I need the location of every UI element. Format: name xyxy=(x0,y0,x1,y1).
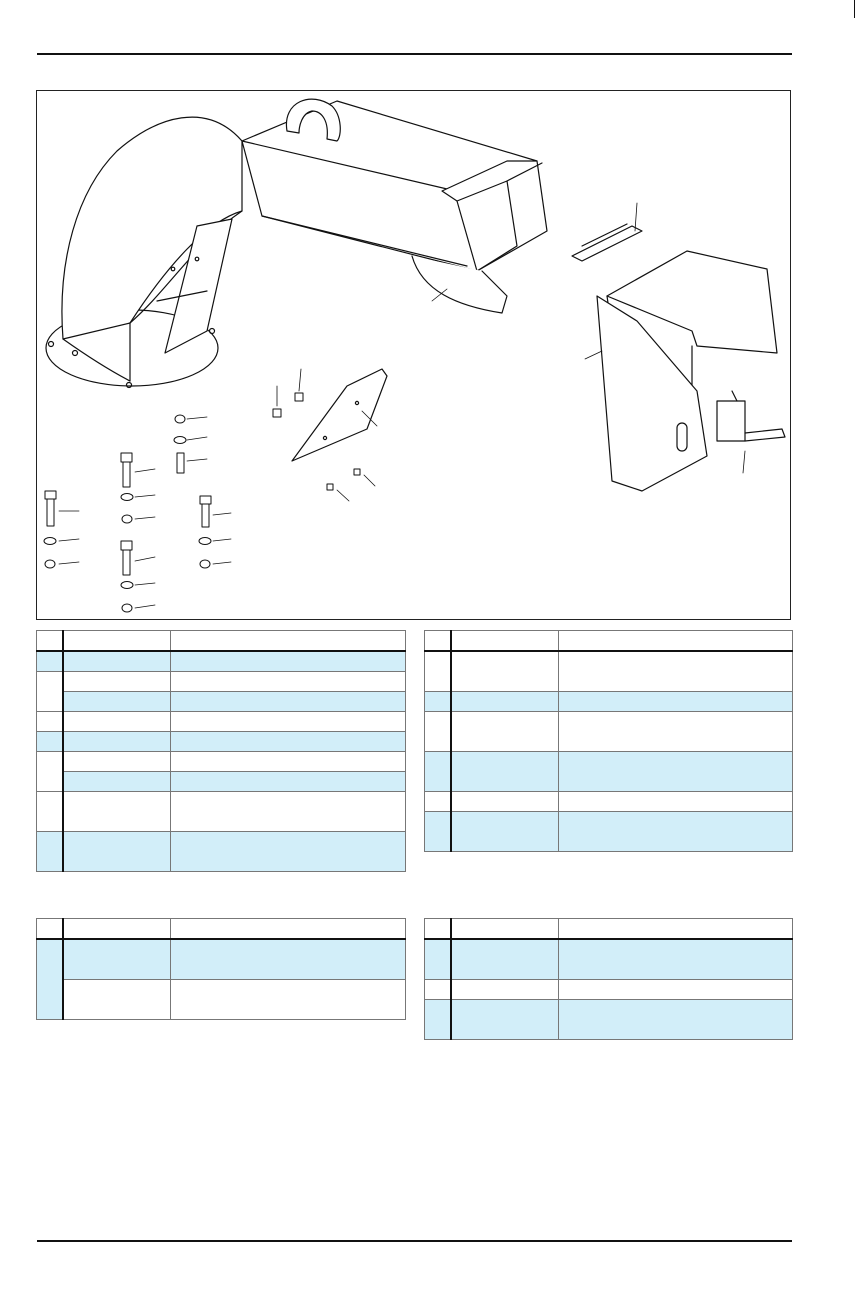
row-desc xyxy=(171,831,406,871)
table-row xyxy=(425,939,793,979)
washer-c xyxy=(121,582,133,589)
table-row xyxy=(425,711,793,751)
nut-d xyxy=(175,415,185,423)
flat-plate xyxy=(292,369,387,461)
row-desc xyxy=(559,711,793,751)
crop-mark xyxy=(854,0,855,18)
row-desc xyxy=(559,791,793,811)
row-part xyxy=(63,691,171,711)
table-row xyxy=(37,691,406,711)
row-part xyxy=(63,751,171,771)
setscrew-a xyxy=(327,484,333,490)
row-desc xyxy=(171,711,406,731)
header-part xyxy=(63,631,171,652)
row-desc xyxy=(559,811,793,851)
washer-d xyxy=(174,437,186,444)
deflector-hood xyxy=(597,251,777,491)
row-item xyxy=(37,711,63,731)
table-header-row xyxy=(37,631,406,652)
header-part xyxy=(63,919,171,940)
table-row xyxy=(37,939,406,979)
table-row xyxy=(425,811,793,851)
latch-part xyxy=(717,391,785,441)
nut-b xyxy=(122,515,132,523)
bolt-a xyxy=(45,491,56,526)
header-description xyxy=(559,919,793,940)
row-item xyxy=(37,731,63,751)
row-desc xyxy=(559,691,793,711)
setscrew-b xyxy=(354,469,360,475)
parts-table-4 xyxy=(424,918,793,1040)
row-part xyxy=(451,651,559,691)
table-header-row xyxy=(425,631,793,652)
row-item xyxy=(37,651,63,671)
row-part xyxy=(63,979,171,1019)
row-part xyxy=(451,979,559,999)
row-part xyxy=(63,771,171,791)
row-item xyxy=(425,651,451,691)
screw-a xyxy=(273,409,281,417)
row-part xyxy=(63,731,171,751)
table-row xyxy=(37,651,406,671)
row-item xyxy=(37,831,63,871)
row-part xyxy=(63,711,171,731)
row-item xyxy=(425,691,451,711)
bolt-d xyxy=(177,453,184,473)
footer-rule xyxy=(37,1240,792,1242)
nut-c xyxy=(122,604,132,612)
row-part xyxy=(451,711,559,751)
row-item xyxy=(37,939,63,1019)
table-row xyxy=(37,711,406,731)
row-item xyxy=(425,811,451,851)
row-part xyxy=(451,791,559,811)
nut-e xyxy=(200,560,210,568)
row-desc xyxy=(171,979,406,1019)
row-desc xyxy=(171,691,406,711)
header-item xyxy=(37,631,63,652)
parts-table-1 xyxy=(36,630,406,872)
table-row xyxy=(37,671,406,691)
bolt-b xyxy=(121,453,132,487)
row-part xyxy=(451,939,559,979)
row-part xyxy=(451,811,559,851)
row-desc xyxy=(559,751,793,791)
table-row xyxy=(425,791,793,811)
row-desc xyxy=(171,751,406,771)
exploded-view-drawing xyxy=(37,91,791,620)
row-item xyxy=(37,671,63,711)
row-desc xyxy=(171,671,406,691)
header-item xyxy=(425,919,451,940)
row-part xyxy=(63,671,171,691)
washer-e xyxy=(199,538,211,545)
row-desc xyxy=(171,731,406,751)
parts-table-3 xyxy=(36,918,406,1020)
row-item xyxy=(425,999,451,1039)
header-part xyxy=(451,631,559,652)
fasteners xyxy=(44,393,360,612)
header-item xyxy=(425,631,451,652)
chute-straight-duct xyxy=(242,99,547,313)
header-item xyxy=(37,919,63,940)
washer-b xyxy=(121,494,133,501)
table-row xyxy=(37,831,406,871)
washer-a xyxy=(44,538,56,545)
row-part xyxy=(451,751,559,791)
row-part xyxy=(63,831,171,871)
row-part xyxy=(451,691,559,711)
hinge-part xyxy=(572,224,642,261)
row-part xyxy=(63,791,171,831)
table-row xyxy=(37,771,406,791)
row-desc xyxy=(559,939,793,979)
table-row xyxy=(37,979,406,1019)
bolt-c xyxy=(121,541,132,575)
row-desc xyxy=(559,979,793,999)
table-row xyxy=(37,791,406,831)
table-row xyxy=(37,731,406,751)
table-row xyxy=(425,691,793,711)
table-row xyxy=(425,999,793,1039)
table-header-row xyxy=(37,919,406,940)
screw-b xyxy=(295,393,303,401)
row-item xyxy=(425,751,451,791)
row-item xyxy=(425,791,451,811)
exploded-view-figure xyxy=(36,90,791,620)
header-rule xyxy=(37,53,792,55)
bolt-e xyxy=(200,496,211,527)
row-desc xyxy=(171,939,406,979)
header-part xyxy=(451,919,559,940)
row-item xyxy=(37,751,63,791)
row-part xyxy=(451,999,559,1039)
row-item xyxy=(425,939,451,979)
row-item xyxy=(425,711,451,751)
row-desc xyxy=(171,791,406,831)
table-row xyxy=(425,651,793,691)
header-description xyxy=(559,631,793,652)
header-description xyxy=(171,919,406,940)
table-row xyxy=(37,751,406,771)
row-desc xyxy=(171,651,406,671)
row-desc xyxy=(559,999,793,1039)
row-desc xyxy=(559,651,793,691)
table-header-row xyxy=(425,919,793,940)
row-part xyxy=(63,651,171,671)
row-item xyxy=(37,791,63,831)
nut-a xyxy=(45,560,55,568)
table-row xyxy=(425,751,793,791)
table-row xyxy=(425,979,793,999)
row-desc xyxy=(171,771,406,791)
row-part xyxy=(63,939,171,979)
header-description xyxy=(171,631,406,652)
parts-table-2 xyxy=(424,630,793,852)
row-item xyxy=(425,979,451,999)
